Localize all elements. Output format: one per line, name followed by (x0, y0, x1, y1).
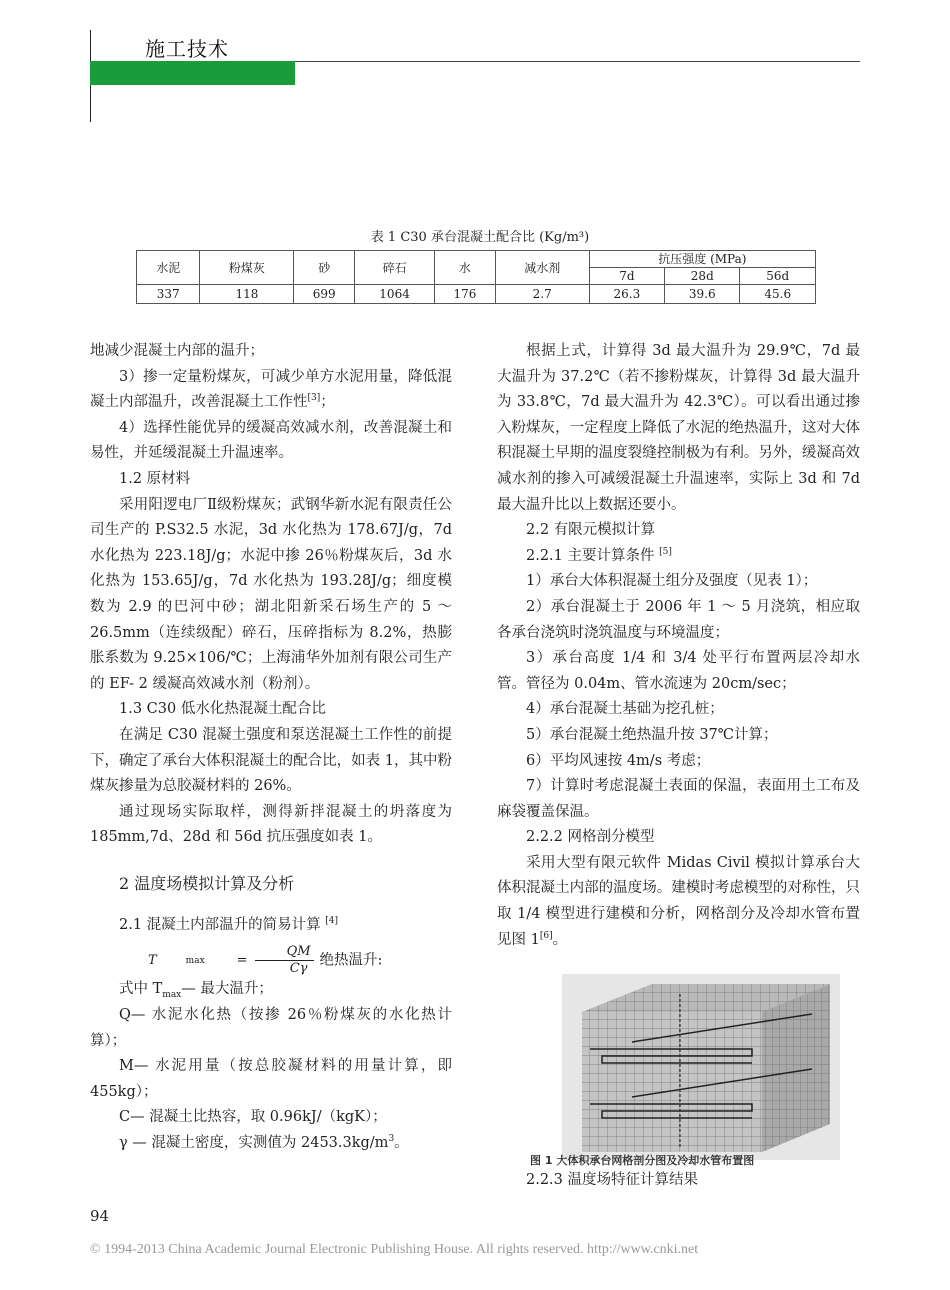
condition-item: 3）承台高度 1/4 和 3/4 处平行布置两层冷却水管。管径为 0.04m、管水流速为 20cm/sec； (497, 650, 860, 692)
table-cell: 2.7 (495, 285, 589, 304)
definition: γ — 混凝土密度，实测值为 $2453.3kg/m^3$。 (119, 1134, 409, 1152)
subheading-1-2: 1.2 原材料 (119, 470, 191, 487)
right-column (497, 339, 860, 953)
table-cell: 337 (137, 285, 200, 304)
paragraph: 地减少混凝土内部的温升； (90, 343, 264, 359)
page-number: 94 (90, 1207, 110, 1225)
header-cement: 水泥 (137, 251, 200, 285)
left-column (90, 339, 452, 1157)
paragraph: 通过现场实际取样，测得新拌混凝土的坍落度为 185mm,7d、28d 和 56d 抗压强度如表 1。 (90, 803, 452, 846)
paragraph: 4）选择性能优异的缓凝高效减水剂，改善混凝土和易性，并延缓混凝土升温速率。 (90, 419, 452, 462)
table-caption: 表 1 C30 承台混凝土配合比 (Kg/m³) (370, 230, 590, 245)
header-flyash: 粉煤灰 (200, 251, 294, 285)
condition-item: 2）承台混凝土于 2006 年 1 ～ 5 月浇筑，相应取各承台浇筑时浇筑温度与环境温度； (497, 598, 860, 641)
definition: Q— 水泥水化热（按掺 26％粉煤灰的水化热计算）； (90, 1007, 452, 1049)
header-7d: 7d (589, 268, 664, 285)
figure-caption: 图 1 大体积承台网格剖分图及冷却水管布置图 (530, 1154, 755, 1167)
condition-item: 6）平均风速按 4m/s 考虑； (526, 752, 711, 769)
mesh-model-image (562, 974, 840, 1160)
subheading-2-2-2: 2.2.2 网格剖分模型 (526, 829, 655, 846)
table-cell: 26.3 (589, 285, 664, 304)
paragraph: 3）掺一定量粉煤灰，可减少单方水泥用量，降低混凝土内部温升，改善混凝土工作性[3]； (90, 368, 452, 411)
definition: C— 混凝土比热容，取 0.96kJ/（kgK）； (119, 1109, 387, 1126)
table-row (137, 285, 816, 304)
table-cell: 39.6 (665, 285, 740, 304)
condition-item: 5）承台混凝土绝热温升按 37℃计算； (526, 726, 778, 743)
table-cell: 45.6 (740, 285, 816, 304)
table-cell: 699 (294, 285, 355, 304)
section-header-title: 施工技术 (145, 37, 229, 61)
header-green-bar (90, 61, 295, 85)
section-heading-2: 2 温度场模拟计算及分析 (119, 873, 295, 893)
subheading-2-2-1: 2.2.1 主要计算条件 [5] (526, 546, 672, 564)
header-gravel: 碎石 (355, 251, 435, 285)
header-strength: 抗压强度 (MPa) (589, 251, 815, 268)
definition: M— 水泥用量（按总胶凝材料的用量计算，即 455kg）； (90, 1058, 452, 1100)
copyright-footer: © 1994-2013 China Academic Journal Electronic Publishing House. All rights reserved. http://www.cnki.net (90, 1242, 699, 1257)
condition-item: 1）承台大体积混凝土组分及强度（见表 1）； (526, 573, 818, 590)
formula-line: T max = $\frac{QM}{C\gamma}$ 绝热温升: (90, 944, 452, 977)
paragraph: 在满足 C30 混凝土强度和泵送混凝土工作性的前提下，确定了承台大体积混凝土的配合比，如表 1，其中粉煤灰掺量为总胶凝材料的 26%。 (90, 726, 452, 795)
header-sand: 砂 (294, 251, 355, 285)
header-28d: 28d (665, 268, 740, 285)
condition-item: 7）计算时考虑混凝土表面的保温，表面用土工布及麻袋覆盖保温。 (497, 778, 860, 820)
definition: 式中 $T_{max}—$ 最大温升； (119, 981, 273, 1001)
subheading-1-3: 1.3 C30 低水化热混凝土配合比 (119, 701, 326, 718)
formula: T max = $\frac{QM}{C\gamma}$ (119, 944, 314, 977)
subheading-2-2: 2.2 有限元模拟计算 (526, 522, 656, 539)
subheading-2-2-3: 2.2.3 温度场特征计算结果 (526, 1172, 699, 1188)
table-cell: 118 (200, 285, 294, 304)
header-reducer: 减水剂 (495, 251, 589, 285)
condition-item: 4）承台混凝土基础为挖孔桩； (526, 701, 724, 718)
header-water: 水 (435, 251, 496, 285)
paragraph: 采用大型有限元软件 Midas Civil 模拟计算承台大体积混凝土内部的温度场。建模时考虑模型的对称性，只取 1/4 模型进行建模和分析，网格剖分及冷却水管布置见图 1[6]。 (497, 854, 860, 948)
subheading-2-1: 2.1 混凝土内部温升的简易计算 [4] (119, 916, 339, 933)
table-cell: 1064 (355, 285, 435, 304)
table-cell: 176 (435, 285, 496, 304)
figure-mesh-model (562, 974, 840, 1160)
paragraph: 根据上式，计算得 3d 最大温升为 29.9℃，7d 最大温升为 37.2℃（若不掺粉煤灰，计算得 3d 最大温升为 33.8℃，7d 最大温升为 42.3℃）。可以看出通过掺入粉煤灰，一定程度上降低了水泥的绝热温升，这对大体积混凝土早期的温度裂缝控制极为有利。另外，缓凝高效减水剂的掺入可减缓混凝土升温速率，实际上 3d 和 7d 最大温升比以上数据还要小。 (497, 343, 860, 513)
mix-proportion-table (136, 250, 816, 304)
header-56d: 56d (740, 268, 816, 285)
paragraph: 采用阳逻电厂Ⅱ级粉煤灰；武钢华新水泥有限责任公司生产的 P.S32.5 水泥，3d 水化热为 178.67J/g，7d 水化热为 223.18J/g；水泥中掺 26％粉煤灰后，3d 水化热为 153.65J/g，7d 水化热为 193.28J/g；细度模数为 2.9 的巴河中砂；湖北阳新采石场生产的 5 ～ 26.5mm（连续级配）碎石，压碎指标为 8.2%，热膨胀系数为 9.25×106/℃；上海浦华外加剂有限公司生产的 EF- 2 缓凝高效减水剂（粉剂）。 (90, 496, 452, 692)
